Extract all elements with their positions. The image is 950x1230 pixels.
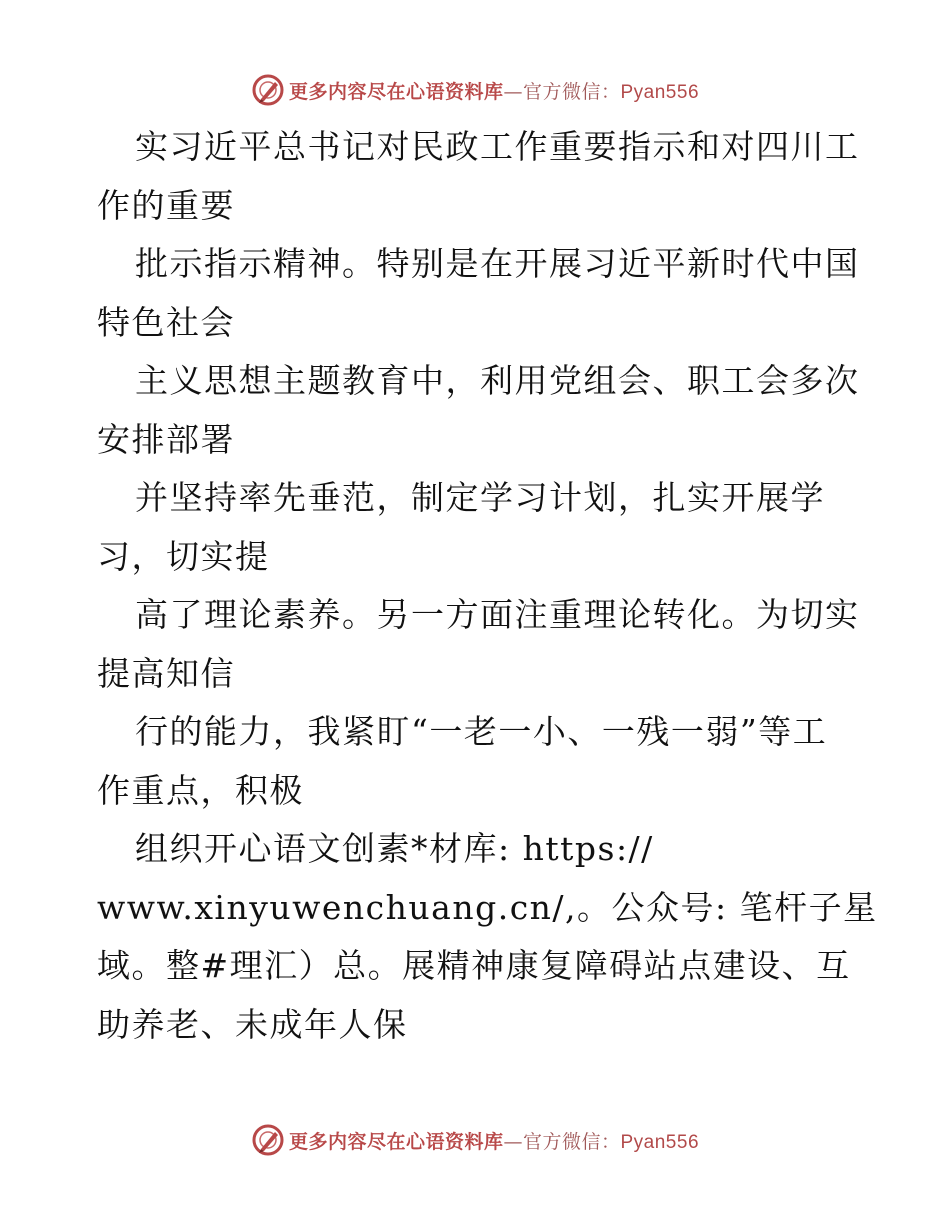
document-body xyxy=(97,118,878,1054)
body-line: www.xinyuwenchuang.cn/,。公众号: 笔杆子星 xyxy=(97,887,878,927)
body-line: 实习近平总书记对民政工作重要指示和对四川工 xyxy=(135,127,860,166)
footer-site-text: 更多内容尽在心语资料库 xyxy=(288,1130,504,1153)
header-wechat-label: 官方微信： xyxy=(522,80,621,103)
body-line: 助养老、未成年人保 xyxy=(97,1004,408,1044)
body-line: 并坚持率先垂范，制定学习计划，扎实开展学 xyxy=(135,478,825,517)
body-line: 主义思想主题教育中，利用党组会、职工会多次 xyxy=(135,361,860,400)
body-line: 作重点，积极 xyxy=(97,770,304,810)
body-line: 批示指示精神。特别是在开展习近平新时代中国 xyxy=(135,244,860,283)
footer-banner-text xyxy=(289,1127,699,1154)
footer-wechat-label: 官方微信： xyxy=(522,1130,621,1153)
body-line: 行的能力，我紧盯“一老一小、一残一弱”等工 xyxy=(135,712,828,751)
body-line: 作的重要 xyxy=(97,185,235,225)
header-banner-text xyxy=(289,77,699,104)
footer-wechat-id: Pyan556 xyxy=(620,1131,700,1153)
footer-banner xyxy=(0,1120,950,1160)
body-line: 安排部署 xyxy=(97,419,235,459)
pen-circle-logo-icon xyxy=(251,1123,285,1157)
footer-separator: — xyxy=(503,1130,523,1153)
header-site-text: 更多内容尽在心语资料库 xyxy=(288,80,504,103)
header-wechat-id: Pyan556 xyxy=(620,81,700,103)
header-banner xyxy=(0,70,950,110)
body-line: 高了理论素养。另一方面注重理论转化。为切实 xyxy=(135,595,860,634)
header-separator: — xyxy=(503,80,523,103)
body-line: 组织开心语文创素*材库: https:// xyxy=(135,829,654,868)
body-line: 特色社会 xyxy=(97,302,235,342)
pen-circle-logo-icon xyxy=(251,73,285,107)
body-line: 域。整#理汇）总。展精神康复障碍站点建设、互 xyxy=(97,946,851,985)
body-line: 习，切实提 xyxy=(97,536,270,576)
body-line: 提高知信 xyxy=(97,653,235,693)
